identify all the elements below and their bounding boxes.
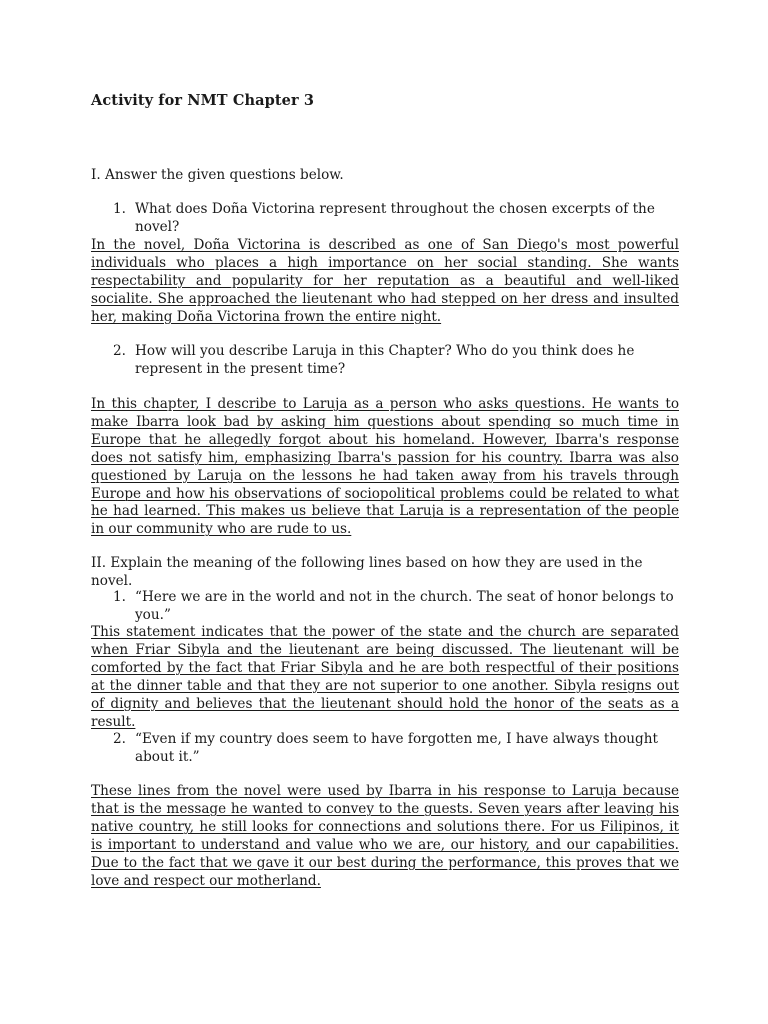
question-number: 1. xyxy=(113,201,126,217)
section-1-question-2 xyxy=(113,343,679,378)
question-text: What does Doña Victorina represent throughout the chosen excerpts of the novel? xyxy=(135,201,655,235)
section-1-answer-2: In this chapter, I describe to Laruja as a person who asks questions. He wants to make Ibarra look bad by asking him questions about spending so much time in Europe that he allegedly forgot about his homeland. However, Ibarra's response does not satisfy him, emphasizing Ibarra's passion for his country. Ibarra was also questioned by Laruja on the lessons he had taken away from his travels through Europe and how his observations of sociopolitical problems could be related to what he had learned. This makes us believe that Laruja is a representation of the people in our community who are rude to us. xyxy=(91,396,679,538)
question-number: 2. xyxy=(113,731,126,747)
section-1-answer-1: In the novel, Doña Victorina is described as one of San Diego's most powerful individuals who places a high importance on her social standing. She wants respectability and popularity for her reputation as a beautiful and well-liked socialite. She approached the lieutenant who had stepped on her dress and insulted her, making Doña Victorina frown the entire night. xyxy=(91,237,679,325)
section-2-heading: II. Explain the meaning of the following lines based on how they are used in the novel. xyxy=(91,555,643,589)
section-2-answer-1: This statement indicates that the power of the state and the church are separated when Friar Sibyla and the lieutenant are being discussed. The lieutenant will be comforted by the fact that Friar Sibyla and he are both respectful of their positions at the dinner table and that they are not superior to one another. Sibyla resigns out of dignity and believes that the lieutenant should hold the honor of the seats as a result. xyxy=(91,624,679,730)
section-1-heading: I. Answer the given questions below. xyxy=(91,167,344,183)
question-number: 2. xyxy=(113,343,126,359)
section-1-question-1 xyxy=(113,201,679,236)
document-page xyxy=(91,0,679,1024)
question-number: 1. xyxy=(113,589,126,605)
section-2-question-2 xyxy=(113,731,679,766)
question-text: “Even if my country does seem to have forgotten me, I have always thought about it.” xyxy=(135,731,658,765)
question-text: “Here we are in the world and not in the church. The seat of honor belongs to you.” xyxy=(135,589,674,623)
section-2-question-1 xyxy=(113,589,679,624)
question-text: How will you describe Laruja in this Chapter? Who do you think does he represent in the present time? xyxy=(135,343,635,377)
section-2-answer-2: These lines from the novel were used by Ibarra in his response to Laruja because that is the message he wanted to convey to the guests. Seven years after leaving his native country, he still looks for connections and solutions there. For us Filipinos, it is important to understand and value who we are, our history, and our capabilities. Due to the fact that we gave it our best during the performance, this proves that we love and respect our motherland. xyxy=(91,783,679,889)
document-title: Activity for NMT Chapter 3 xyxy=(91,92,315,109)
